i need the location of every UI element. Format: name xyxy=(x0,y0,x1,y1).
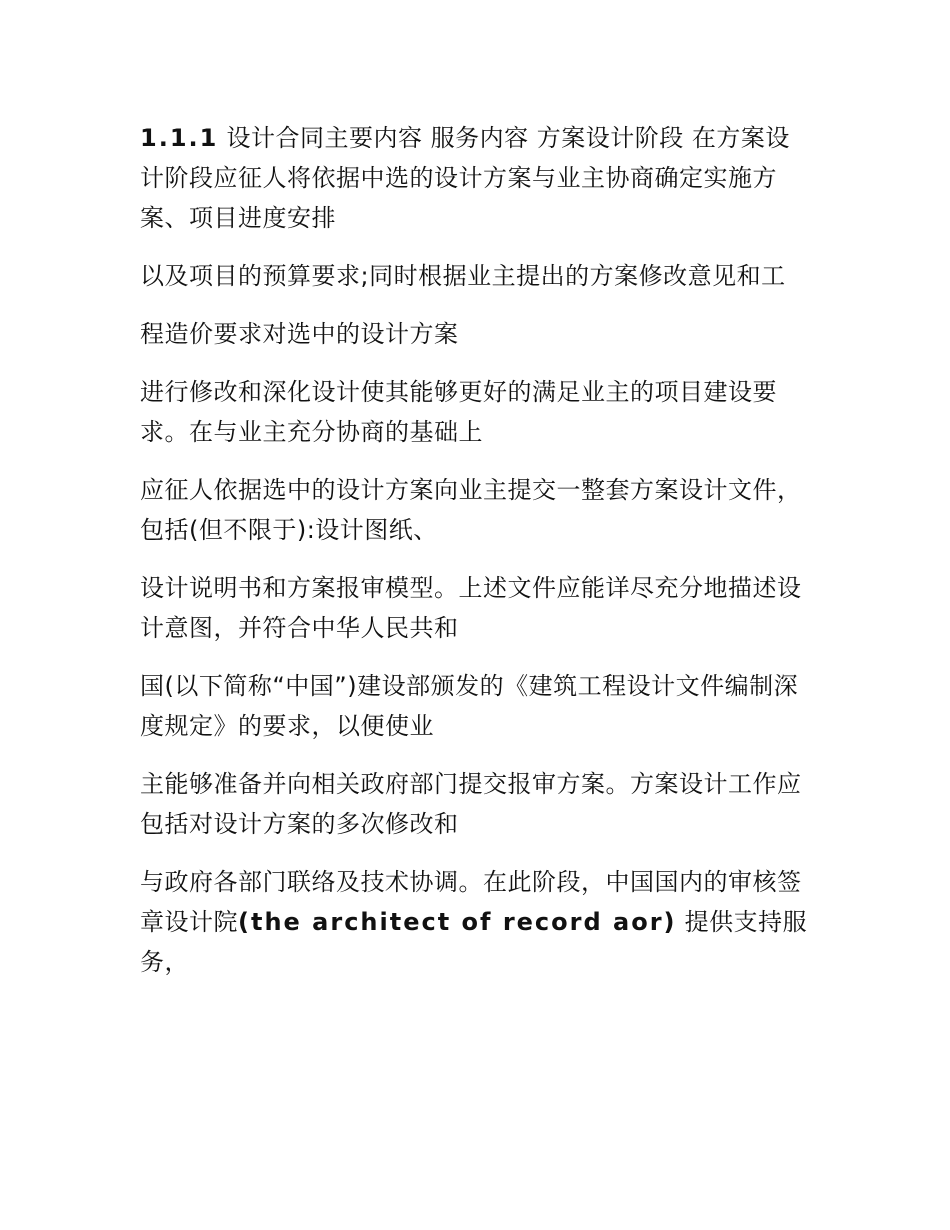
document-body xyxy=(140,118,812,1000)
paragraph-3: 程造价要求对选中的设计方案 xyxy=(140,320,459,348)
paragraph-text: 设计合同主要内容 服务内容 方案设计阶段 在方案设计阶段应征人将依据中选的设计方案与业主协商确定实施方案、项目进度安排 xyxy=(140,124,790,232)
paragraph-2: 以及项目的预算要求;同时根据业主提出的方案修改意见和工 xyxy=(140,262,786,290)
paragraph-7: 国(以下简称“中国”)建设部颁发的《建筑工程设计文件编制深度规定》的要求，以便使业 xyxy=(140,672,799,740)
paragraph-6: 设计说明书和方案报审模型。上述文件应能详尽充分地描述设计意图，并符合中华人民共和 xyxy=(140,574,802,642)
paragraph-9 xyxy=(140,862,812,982)
paragraph-text: 与政府各部门联络及技术协调。在此阶段，中国国内的审核签章设计院 xyxy=(140,868,802,936)
paragraph-8: 主能够准备并向相关政府部门提交报审方案。方案设计工作应包括对设计方案的多次修改和 xyxy=(140,770,802,838)
paragraph-text: 提供支持服务， xyxy=(140,908,808,976)
section-number: 1.1.1 xyxy=(140,124,219,152)
paragraph-1 xyxy=(140,118,812,238)
paragraph-4: 进行修改和深化设计使其能够更好的满足业主的项目建设要求。在与业主充分协商的基础上 xyxy=(140,378,777,446)
aor-term: (the architect of record aor) xyxy=(238,908,677,936)
paragraph-5: 应征人依据选中的设计方案向业主提交一整套方案设计文件，包括(但不限于):设计图纸、 xyxy=(140,476,802,544)
